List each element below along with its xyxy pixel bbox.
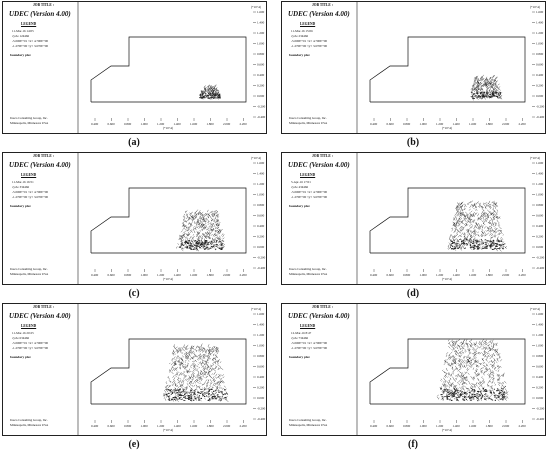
legend-heading: LEGEND (21, 173, 37, 177)
y-tick-label: 1.200 (257, 182, 265, 186)
x-tick-label: 1.000 (140, 122, 148, 126)
x-tick-label: 1.800 (206, 122, 214, 126)
x-tick-label: 1.600 (190, 122, 198, 126)
y-tick-label: -0.200 (257, 104, 266, 109)
job-title: JOB TITLE : (312, 3, 333, 7)
boundary-label: boundary plot (10, 53, 31, 57)
y-tick-label: -0.400 (536, 417, 545, 421)
x-tick-label: 1.200 (436, 122, 444, 126)
y-tick-label: 1.000 (536, 192, 544, 197)
y-tick-label: 1.400 (536, 171, 544, 176)
panel-caption: (c) (128, 288, 140, 299)
plot-frame (281, 1, 546, 134)
y-tick-label: 0.800 (257, 354, 265, 358)
y-tick-label: 1.000 (536, 41, 544, 46)
x-tick-label: 2.000 (502, 424, 510, 428)
program-title: UDEC (Version 4.00) (288, 161, 350, 169)
y-tick-label: 0.000 (536, 396, 544, 400)
x-tick-label: 1.200 (157, 122, 165, 126)
job-title: JOB TITLE : (33, 154, 54, 158)
y-tick-label: 0.200 (257, 385, 265, 390)
company-location: Minneapolis, Minnesota USA (10, 121, 49, 125)
company-location: Minneapolis, Minnesota USA (289, 121, 328, 125)
x-tick-label: 0.600 (107, 122, 115, 126)
y-tick-label: 1.600 (257, 10, 265, 14)
x-tick-label: 1.800 (206, 273, 214, 277)
y-tick-label: 1.200 (536, 182, 544, 186)
model-plot (3, 304, 267, 436)
legend-range-x: -5.000E+01 <x< 4.700E+00 (291, 341, 328, 345)
y-tick-label: 0.200 (257, 234, 265, 239)
y-axis-units: (*10^4) (530, 307, 540, 311)
x-tick-label: 0.800 (124, 424, 132, 428)
boundary-label: boundary plot (289, 204, 310, 208)
x-tick-label: 1.800 (206, 424, 214, 428)
x-tick-label: 0.800 (403, 273, 411, 277)
plot-frame (2, 303, 267, 436)
y-tick-label: -0.200 (536, 104, 545, 109)
x-tick-label: 2.000 (223, 424, 231, 428)
legend-range-y: -1.270E+00 <y< 3.670E+00 (12, 195, 49, 199)
program-title: UDEC (Version 4.00) (288, 10, 350, 18)
x-tick-label: 1.600 (469, 424, 477, 428)
y-tick-label: -0.200 (257, 406, 266, 411)
fracture-zone (437, 339, 508, 401)
x-tick-label: 1.400 (173, 122, 181, 126)
y-axis-units: (*10^4) (251, 307, 261, 311)
x-tick-label: 1.600 (469, 273, 477, 277)
y-tick-label: 0.000 (257, 396, 265, 400)
legend-date: 5-Apr-16 17:01 (291, 180, 311, 184)
plot-frame (2, 1, 267, 134)
x-tick-label: 2.000 (223, 273, 231, 277)
y-tick-label: 1.000 (257, 41, 265, 46)
legend-range-y: -1.270E+00 <y< 3.670E+00 (12, 346, 49, 350)
program-title: UDEC (Version 4.00) (9, 10, 71, 18)
panel-d (281, 152, 546, 302)
boundary-label: boundary plot (289, 355, 310, 359)
x-tick-label: 1.800 (485, 122, 493, 126)
x-tick-label: 1.800 (485, 424, 493, 428)
company-name: Itasca Consulting Group, Inc. (10, 267, 48, 271)
fracture-zone (448, 201, 507, 252)
y-tick-label: 0.800 (536, 203, 544, 207)
job-title: JOB TITLE : (33, 305, 54, 309)
x-tick-label: 1.600 (190, 424, 198, 428)
x-tick-label: 1.800 (485, 273, 493, 277)
legend-date: 11-Mar-16 14:05 (12, 29, 34, 33)
x-axis-units: (*10^4) (442, 126, 452, 130)
x-tick-label: 1.000 (419, 122, 427, 126)
x-tick-label: 0.400 (91, 273, 99, 277)
x-tick-label: 1.200 (436, 273, 444, 277)
y-tick-label: 0.000 (257, 94, 265, 98)
y-tick-label: 0.200 (536, 385, 544, 390)
legend-heading: LEGEND (300, 22, 316, 26)
x-tick-label: 1.200 (436, 424, 444, 428)
x-tick-label: 0.600 (386, 424, 394, 428)
legend-range-x: -5.000E+01 <x< 4.700E+00 (12, 341, 49, 345)
x-tick-label: 1.000 (419, 273, 427, 277)
legend-heading: LEGEND (300, 173, 316, 177)
company-name: Itasca Consulting Group, Inc. (289, 116, 327, 120)
model-boundary (91, 188, 246, 253)
y-tick-label: 0.200 (536, 234, 544, 239)
x-tick-label: 2.200 (518, 424, 526, 428)
legend-cycle: cycle 634466 (12, 336, 30, 340)
panel-caption: (b) (406, 137, 420, 148)
x-tick-label: 0.800 (403, 122, 411, 126)
legend-range-x: -5.000E+01 <x< 4.700E+00 (291, 39, 328, 43)
y-tick-label: 0.800 (536, 354, 544, 358)
x-tick-label: 1.200 (157, 273, 165, 277)
legend-range-y: -1.270E+00 <y< 3.670E+00 (291, 195, 328, 199)
legend-heading: LEGEND (300, 324, 316, 328)
y-tick-label: 0.400 (257, 73, 265, 77)
y-tick-label: 1.200 (536, 31, 544, 35)
y-tick-label: 1.000 (536, 343, 544, 348)
x-tick-label: 1.600 (469, 122, 477, 126)
y-tick-label: 0.400 (257, 375, 265, 379)
x-axis-units: (*10^4) (163, 277, 173, 281)
legend-cycle: cycle 124466 (12, 34, 30, 38)
y-axis-units: (*10^4) (530, 5, 540, 9)
company-name: Itasca Consulting Group, Inc. (10, 116, 48, 120)
y-tick-label: 0.000 (536, 94, 544, 98)
x-tick-label: 0.400 (91, 424, 99, 428)
boundary-label: boundary plot (289, 53, 310, 57)
x-tick-label: 0.400 (370, 122, 378, 126)
job-title: JOB TITLE : (33, 3, 54, 7)
x-tick-label: 1.400 (452, 273, 460, 277)
legend-heading: LEGEND (21, 22, 37, 26)
y-tick-label: 1.600 (536, 10, 544, 14)
fracture-zone (471, 75, 502, 101)
x-tick-label: 0.400 (91, 122, 99, 126)
y-tick-label: 1.200 (536, 333, 544, 337)
y-tick-label: 1.400 (257, 171, 265, 176)
panel-c (2, 152, 267, 302)
y-tick-label: 1.600 (536, 161, 544, 165)
legend-range-y: -1.270E+00 <y< 3.670E+00 (291, 346, 328, 350)
legend-date: 12-Mar-16 8:47 (291, 331, 312, 335)
x-axis-units: (*10^4) (163, 126, 173, 130)
program-title: UDEC (Version 4.00) (9, 312, 71, 320)
y-tick-label: 0.600 (257, 213, 265, 218)
y-tick-label: 1.400 (536, 322, 544, 327)
fracture-zone (176, 210, 225, 252)
plot-frame (2, 152, 267, 285)
legend-range-y: -1.270E+00 <y< 3.670E+00 (12, 44, 49, 48)
x-tick-label: 2.000 (223, 122, 231, 126)
fracture-zone (199, 85, 221, 100)
fracture-zone (163, 344, 228, 402)
company-name: Itasca Consulting Group, Inc. (10, 418, 48, 422)
x-tick-label: 1.400 (173, 424, 181, 428)
y-tick-label: 1.200 (257, 31, 265, 35)
x-tick-label: 0.800 (124, 122, 132, 126)
x-tick-label: 1.000 (419, 424, 427, 428)
x-tick-label: 1.200 (157, 424, 165, 428)
legend-heading: LEGEND (21, 324, 37, 328)
x-tick-label: 2.200 (239, 122, 247, 126)
y-tick-label: 1.200 (257, 333, 265, 337)
company-name: Itasca Consulting Group, Inc. (289, 418, 327, 422)
legend-cycle: cycle 334466 (12, 185, 30, 189)
y-tick-label: 0.800 (536, 52, 544, 56)
x-tick-label: 0.600 (386, 273, 394, 277)
y-tick-label: 0.000 (536, 245, 544, 249)
program-title: UDEC (Version 4.00) (288, 312, 350, 320)
program-title: UDEC (Version 4.00) (9, 161, 71, 169)
job-title: JOB TITLE : (312, 154, 333, 158)
model-plot (282, 304, 546, 436)
company-location: Minneapolis, Minnesota USA (289, 423, 328, 427)
x-tick-label: 1.400 (452, 424, 460, 428)
company-location: Minneapolis, Minnesota USA (10, 423, 49, 427)
y-tick-label: 0.800 (257, 203, 265, 207)
y-tick-label: -0.200 (257, 255, 266, 260)
x-tick-label: 2.200 (518, 122, 526, 126)
y-tick-label: 0.400 (536, 73, 544, 77)
legend-cycle: cycle 434466 (291, 185, 309, 189)
boundary-label: boundary plot (10, 204, 31, 208)
x-tick-label: 1.600 (190, 273, 198, 277)
panel-caption: (f) (408, 439, 418, 450)
y-tick-label: -0.400 (257, 115, 266, 119)
legend-range-x: -5.000E+01 <x< 4.700E+00 (12, 39, 49, 43)
panel-a (2, 1, 267, 151)
y-tick-label: -0.400 (536, 266, 545, 270)
x-tick-label: 0.600 (107, 424, 115, 428)
x-tick-label: 1.000 (140, 424, 148, 428)
y-tick-label: 1.400 (257, 20, 265, 25)
company-location: Minneapolis, Minnesota USA (10, 272, 49, 276)
panel-caption: (d) (406, 288, 420, 299)
model-plot (282, 153, 546, 285)
panel-b (281, 1, 546, 151)
y-axis-units: (*10^4) (530, 156, 540, 160)
x-tick-label: 0.800 (403, 424, 411, 428)
x-tick-label: 1.000 (140, 273, 148, 277)
panel-caption: (a) (128, 137, 140, 148)
plot-frame (281, 152, 546, 285)
x-tick-label: 2.200 (239, 424, 247, 428)
x-tick-label: 2.200 (518, 273, 526, 277)
x-tick-label: 2.200 (239, 273, 247, 277)
x-axis-units: (*10^4) (442, 277, 452, 281)
y-tick-label: 1.600 (257, 312, 265, 316)
y-tick-label: 0.000 (257, 245, 265, 249)
x-tick-label: 1.400 (173, 273, 181, 277)
y-tick-label: 1.000 (257, 192, 265, 197)
y-tick-label: 1.600 (536, 312, 544, 316)
y-tick-label: -0.200 (536, 406, 545, 411)
x-tick-label: 0.400 (370, 424, 378, 428)
model-plot (282, 2, 546, 134)
y-tick-label: 1.400 (257, 322, 265, 327)
legend-date: 11-Mar-16 16:51 (12, 180, 34, 184)
x-tick-label: 1.400 (452, 122, 460, 126)
y-tick-label: 1.600 (257, 161, 265, 165)
y-tick-label: 0.600 (536, 213, 544, 218)
model-boundary (370, 339, 525, 404)
legend-date: 11-Mar-16 20:25 (12, 331, 34, 335)
y-tick-label: -0.400 (536, 115, 545, 119)
panel-e (2, 303, 267, 453)
legend-cycle: cycle 234466 (291, 34, 309, 38)
model-plot (3, 2, 267, 134)
y-tick-label: 0.600 (536, 62, 544, 67)
job-title: JOB TITLE : (312, 305, 333, 309)
y-tick-label: 0.200 (536, 83, 544, 88)
y-tick-label: 0.800 (257, 52, 265, 56)
y-tick-label: 0.400 (257, 224, 265, 228)
y-tick-label: -0.400 (257, 417, 266, 421)
x-tick-label: 0.600 (386, 122, 394, 126)
panel-caption: (e) (128, 439, 140, 450)
legend-range-x: -5.000E+01 <x< 4.700E+00 (291, 190, 328, 194)
y-tick-label: -0.400 (257, 266, 266, 270)
legend-range-y: -1.270E+00 <y< 3.670E+00 (291, 44, 328, 48)
legend-cycle: cycle 734466 (291, 336, 309, 340)
boundary-label: boundary plot (10, 355, 31, 359)
x-tick-label: 0.400 (370, 273, 378, 277)
company-location: Minneapolis, Minnesota USA (289, 272, 328, 276)
y-tick-label: 0.600 (257, 62, 265, 67)
panel-f (281, 303, 546, 453)
y-tick-label: 1.000 (257, 343, 265, 348)
x-tick-label: 0.800 (124, 273, 132, 277)
y-tick-label: 0.200 (257, 83, 265, 88)
y-tick-label: 0.600 (536, 364, 544, 369)
y-tick-label: 0.600 (257, 364, 265, 369)
x-tick-label: 2.000 (502, 273, 510, 277)
y-tick-label: 0.400 (536, 375, 544, 379)
y-axis-units: (*10^4) (251, 5, 261, 9)
model-boundary (91, 37, 246, 102)
plot-frame (281, 303, 546, 436)
x-tick-label: 2.000 (502, 122, 510, 126)
x-axis-units: (*10^4) (163, 428, 173, 432)
y-axis-units: (*10^4) (251, 156, 261, 160)
legend-range-x: -5.000E+01 <x< 4.700E+00 (12, 190, 49, 194)
x-tick-label: 0.600 (107, 273, 115, 277)
model-boundary (370, 188, 525, 253)
legend-date: 11-Mar-16 15:06 (291, 29, 313, 33)
x-axis-units: (*10^4) (442, 428, 452, 432)
y-tick-label: 1.400 (536, 20, 544, 25)
company-name: Itasca Consulting Group, Inc. (289, 267, 327, 271)
y-tick-label: 0.400 (536, 224, 544, 228)
y-tick-label: -0.200 (536, 255, 545, 260)
model-plot (3, 153, 267, 285)
